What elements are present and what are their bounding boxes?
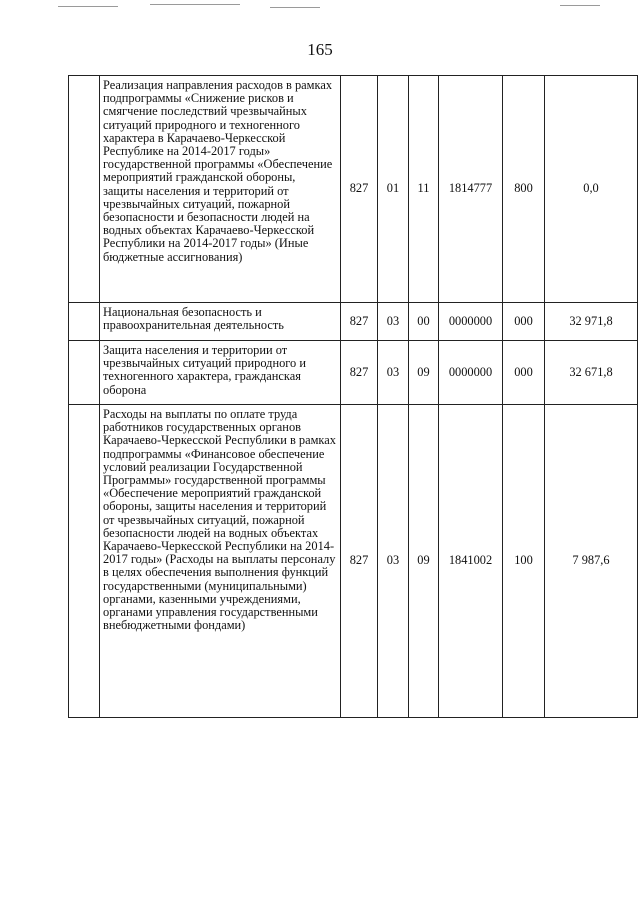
row-number-cell [69,303,100,341]
subsection-code: 09 [409,405,439,718]
row-number-cell [69,341,100,405]
subsection-code: 09 [409,341,439,405]
subsection-code: 00 [409,303,439,341]
page-number: 165 [307,40,333,59]
row-description: Национальная безопасность и правоохранительная деятельность [100,303,341,341]
budget-table [68,75,638,718]
ministry-code: 827 [341,341,378,405]
amount-value: 0,0 [545,76,638,303]
ministry-code: 827 [341,76,378,303]
target-article-code: 1814777 [439,76,503,303]
scan-artifacts [0,0,640,14]
section-code: 03 [378,405,409,718]
ministry-code: 827 [341,303,378,341]
section-code: 03 [378,341,409,405]
amount-value: 7 987,6 [545,405,638,718]
table-row [69,341,638,405]
row-description: Реализация направления расходов в рамках подпрограммы «Снижение рисков и смягчение последствий чрезвычайных ситуаций природного и техногенного характера в Карачаево-Черкесской Республике на 2014-2017 годы» государственной программы «Обеспечение мероприятий гражданской обороны, защиты населения и территорий от чрезвычайных ситуаций, пожарной безопасности и безопасности людей на водных объектах Карачаево-Черкесской Республики на 2014-2017 годы» (Иные бюджетные ассигнования) [100,76,341,303]
ministry-code: 827 [341,405,378,718]
expense-type-code: 000 [503,341,545,405]
row-number-cell [69,76,100,303]
expense-type-code: 000 [503,303,545,341]
amount-value: 32 671,8 [545,341,638,405]
row-number-cell [69,405,100,718]
table-row [69,76,638,303]
table-row [69,405,638,718]
section-code: 01 [378,76,409,303]
subsection-code: 11 [409,76,439,303]
target-article-code: 0000000 [439,303,503,341]
row-description: Расходы на выплаты по оплате труда работников государственных органов Карачаево-Черкесской Республики в рамках подпрограммы «Финансовое обеспечение условий реализации Государственной Программы» государственной программы «Обеспечение мероприятий гражданской обороны, защиты населения и территорий от чрезвычайных ситуаций, пожарной безопасности людей на водных объектах Карачаево-Черкесской Республики на 2014-2017 годы» (Расходы на выплаты персоналу в целях обеспечения выполнения функций государственными (муниципальными) органами, казенными учреждениями, органами управления государственными внебюджетными фондами) [100,405,341,718]
expense-type-code: 100 [503,405,545,718]
target-article-code: 0000000 [439,341,503,405]
table-row [69,303,638,341]
section-code: 03 [378,303,409,341]
row-description: Защита населения и территории от чрезвычайных ситуаций природного и техногенного характера, гражданская оборона [100,341,341,405]
amount-value: 32 971,8 [545,303,638,341]
expense-type-code: 800 [503,76,545,303]
target-article-code: 1841002 [439,405,503,718]
